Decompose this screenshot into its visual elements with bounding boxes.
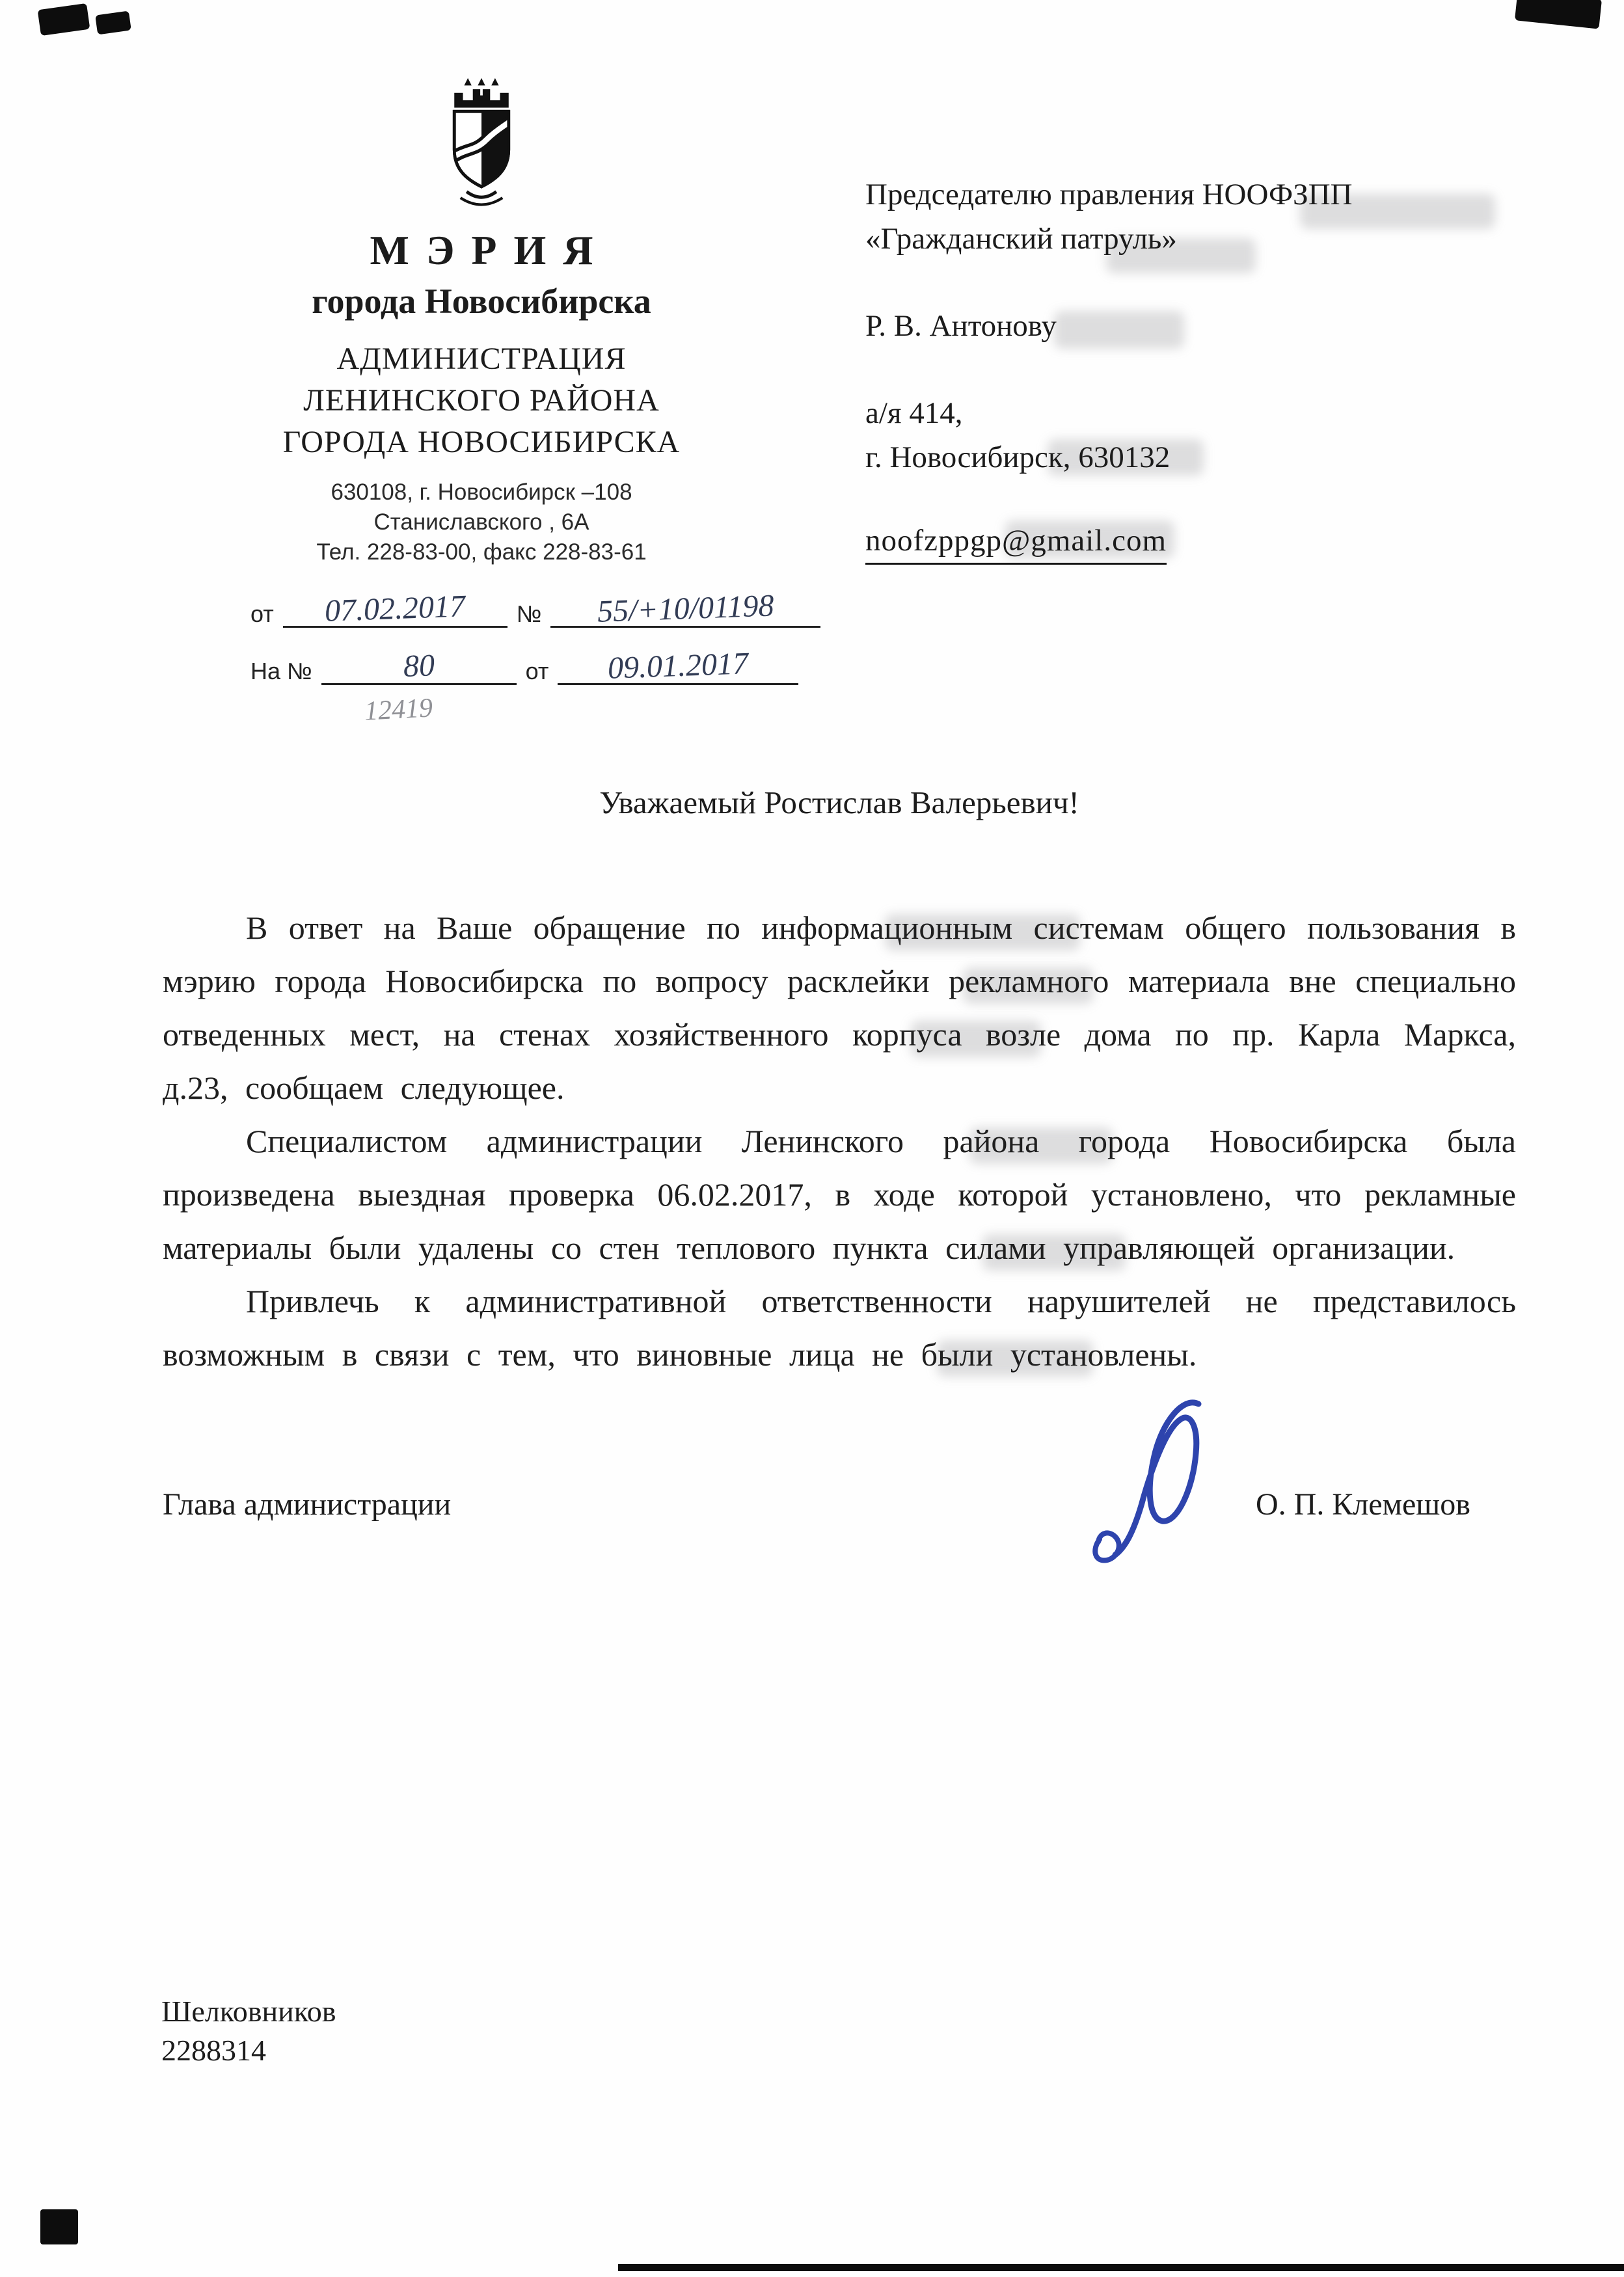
org-address-block [195,478,768,567]
executor-phone: 2288314 [161,2034,266,2067]
paragraph-1: В ответ на Ваше обращение по информационным системам общего пользования в мэрию города Новосибирска по вопросу расклейки рекламного материала вне специально отведенных мест, на стенах хозяйственного корпуса возле дома по пр. Карла Маркса, д.23, сообщаем следующее. [163,909,1516,1106]
org-address-line: Станиславского , 6А [373,509,589,535]
incoming-date-handwritten: 09.01.2017 [607,646,750,686]
org-admin-line: ГОРОДА НОВОСИБИРСКА [282,425,681,459]
executor-block [161,1992,336,2070]
recipient-email: noofzppgp@gmail.com [865,520,1167,565]
org-name-city: города Новосибирска [312,282,651,321]
scan-mark-top-right [1515,0,1602,29]
handwritten-signature-icon [1074,1386,1243,1571]
letter-body [163,901,1516,1381]
paragraph-3: Привлечь к административной ответственности нарушителей не представилось возможным в связи с тем, что виновные лица не были установлены. [163,1283,1516,1373]
outgoing-number-handwritten: 55/+10/01198 [597,588,775,629]
recipient-title-line2: «Гражданский патруль» [865,222,1177,256]
scan-mark-bottom-left [40,2209,78,2244]
recipient-title-line1: Председателю правления НООФЗПП [865,178,1353,211]
salutation: Уважаемый Ростислав Валерьевич! [599,785,1079,820]
scan-line-bottom [618,2264,1624,2271]
na-label: На № [250,658,312,684]
recipient-address-line2: г. Новосибирск, 630132 [865,440,1171,474]
signer-title: Глава администрации [163,1487,452,1522]
org-phone-line: Тел. 228-83-00, факс 228-83-61 [316,539,647,565]
org-admin-block [195,338,768,463]
ot-label: от [250,600,274,627]
extra-handwritten-number: 12419 [363,693,434,727]
incoming-number-field [321,649,517,685]
scan-mark-top-left-2 [95,11,131,35]
executor-name: Шелковников [161,1995,336,2028]
ot2-label: от [525,658,549,684]
letterhead [195,78,768,567]
novosibirsk-coat-of-arms-icon [420,78,543,215]
outgoing-number-field [550,588,820,629]
outgoing-date-field [283,589,508,628]
incoming-number-handwritten: 80 [402,648,435,684]
scan-mark-top-left-1 [38,3,90,36]
org-address-line: 630108, г. Новосибирск –108 [331,479,632,505]
incoming-date-field [558,646,798,686]
org-admin-line: АДМИНИСТРАЦИЯ [336,342,627,376]
num-label: № [516,600,542,627]
outgoing-date-handwritten: 07.02.2017 [324,589,467,628]
recipient-name: Р. В. Антонову [865,309,1057,343]
org-name-main: МЭРИЯ [370,227,610,273]
recipient-address-line1: а/я 414, [865,396,963,430]
recipient-block [865,174,1353,565]
signer-name: О. П. Клемешов [1256,1487,1470,1522]
org-admin-line: ЛЕНИНСКОГО РАЙОНА [303,383,660,418]
form-line-incoming [250,646,798,686]
paragraph-2: Специалистом администрации Ленинского района города Новосибирска была произведена выездная проверка 06.02.2017, в ходе которой установлено, что рекламные материалы были удалены со стен теплового пункта силами управляющей организации. [163,1123,1516,1266]
form-line-outgoing [250,588,820,629]
